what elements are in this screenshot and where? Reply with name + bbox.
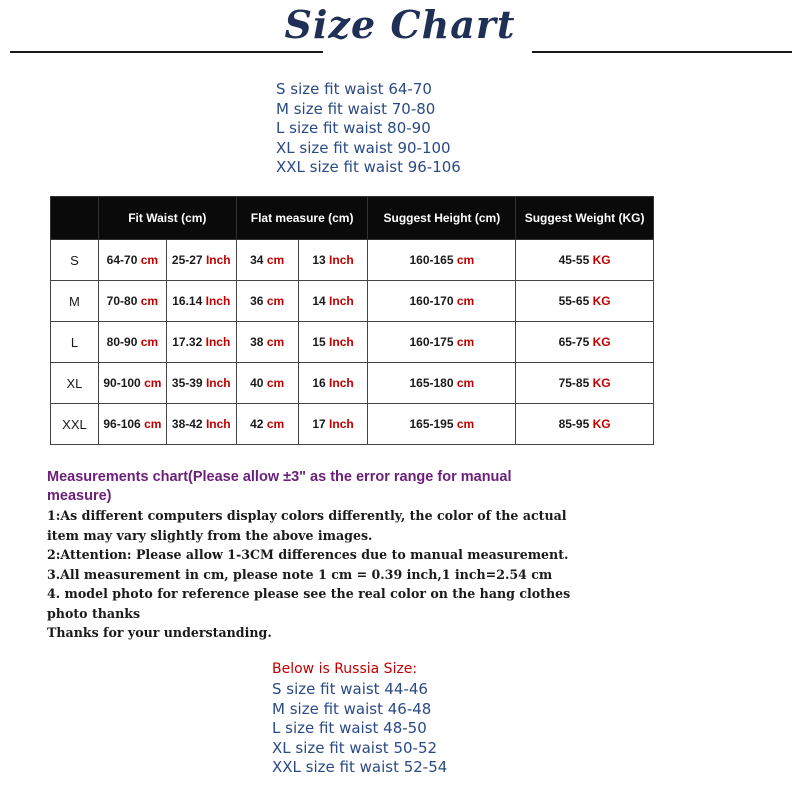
header-fit-waist: Fit Waist (cm): [98, 197, 236, 240]
cell-fit-waist-inch-unit: Inch: [205, 335, 231, 349]
cell-suggest-weight: [516, 404, 654, 445]
cell-fit-waist-cm: [98, 240, 166, 281]
cell-fit-waist-cm-unit: cm: [140, 294, 159, 308]
table-row: [51, 240, 654, 281]
note-line: Thanks for your understanding.: [47, 625, 272, 640]
cell-flat-measure-cm-unit: cm: [266, 294, 285, 308]
cell-suggest-height: [368, 322, 516, 363]
cell-flat-measure-cm: [236, 404, 298, 445]
cell-suggest-weight-value: 55-65: [558, 294, 590, 308]
fit-item-s: S size fit waist 64-70: [276, 80, 432, 98]
fit-item-xl: XL size fit waist 90-100: [276, 138, 451, 157]
title-divider-right: [532, 51, 792, 53]
cell-suggest-weight-unit: KG: [592, 294, 611, 308]
cell-flat-measure-inch-unit: Inch: [329, 335, 354, 349]
cell-suggest-height-unit: cm: [456, 335, 475, 349]
cell-flat-measure-cm: [236, 363, 298, 404]
cell-suggest-height: [368, 404, 516, 445]
cell-suggest-weight: [516, 363, 654, 404]
notes-heading-line: Measurements chart(Please allow ±3" as the error range for manual: [47, 469, 512, 485]
cell-fit-waist-cm-value: 80-90: [106, 335, 138, 349]
cell-fit-waist-inch-unit: Inch: [205, 294, 231, 308]
header-flat-measure: Flat measure (cm): [236, 197, 368, 240]
notes-heading: [47, 468, 607, 506]
cell-suggest-weight: [516, 281, 654, 322]
cell-fit-waist-cm: [98, 281, 166, 322]
cell-suggest-weight-unit: KG: [592, 417, 611, 431]
cell-suggest-height-value: 160-175: [409, 335, 454, 349]
cell-flat-measure-cm-value: 34: [250, 253, 264, 267]
cell-suggest-height-value: 165-180: [409, 376, 454, 390]
cell-size: [51, 363, 99, 404]
cell-flat-measure-cm-value: 42: [250, 417, 264, 431]
russia-size-section: [272, 659, 447, 778]
note-line: 2:Attention: Please allow 1-3CM differences due to manual measurement.: [47, 547, 569, 562]
cell-suggest-height: [368, 363, 516, 404]
cell-fit-waist-inch: [166, 281, 236, 322]
cell-flat-measure-inch-unit: Inch: [329, 417, 354, 431]
cell-flat-measure-cm-unit: cm: [266, 253, 285, 267]
cell-suggest-weight-unit: KG: [592, 253, 611, 267]
cell-suggest-height-value: 160-165: [409, 253, 454, 267]
cell-suggest-height-unit: cm: [456, 253, 475, 267]
fit-waist-list: [276, 80, 461, 178]
cell-flat-measure-inch: [298, 404, 368, 445]
cell-flat-measure-inch-unit: Inch: [329, 376, 354, 390]
fit-item-xxl: XXL size fit waist 96-106: [276, 158, 461, 176]
cell-flat-measure-inch-value: 16: [312, 376, 326, 390]
cell-suggest-height-unit: cm: [456, 417, 475, 431]
cell-flat-measure-cm-value: 40: [250, 376, 264, 390]
cell-flat-measure-inch-value: 13: [312, 253, 326, 267]
russia-item-xl: XL size fit waist 50-52: [272, 738, 438, 757]
cell-flat-measure-inch-value: 17: [312, 417, 326, 431]
cell-suggest-weight-value: 45-55: [558, 253, 590, 267]
table-row: [51, 404, 654, 445]
cell-flat-measure-cm-unit: cm: [266, 376, 285, 390]
cell-flat-measure-inch-unit: Inch: [329, 294, 354, 308]
cell-flat-measure-inch-value: 15: [312, 335, 326, 349]
cell-fit-waist-cm-value: 70-80: [106, 294, 138, 308]
cell-fit-waist-inch-unit: Inch: [205, 417, 231, 431]
cell-suggest-weight-unit: KG: [592, 376, 611, 390]
cell-flat-measure-cm: [236, 281, 298, 322]
note-line: 3.All measurement in cm, please note 1 cm = 0.39 inch,1 inch=2.54 cm: [47, 566, 553, 582]
size-table: [50, 196, 654, 445]
note-line: item may vary slightly from the above images.: [47, 527, 373, 543]
cell-size-value: XL: [66, 375, 83, 391]
russia-size-list: [272, 680, 447, 778]
cell-fit-waist-inch: [166, 363, 236, 404]
table-row: [51, 363, 654, 404]
cell-fit-waist-inch-value: 38-42: [171, 417, 203, 431]
cell-fit-waist-inch-value: 16.14: [172, 294, 203, 308]
cell-size: [51, 322, 99, 363]
cell-suggest-weight-value: 85-95: [558, 417, 590, 431]
notes-heading-line: measure): [47, 488, 112, 504]
cell-size: [51, 404, 99, 445]
table-row: [51, 281, 654, 322]
cell-size-value: XXL: [62, 416, 87, 432]
cell-suggest-weight: [516, 240, 654, 281]
cell-fit-waist-inch-unit: Inch: [205, 376, 231, 390]
cell-fit-waist-cm-unit: cm: [144, 376, 162, 390]
cell-suggest-height-value: 160-170: [409, 294, 454, 308]
title-divider-left: [10, 51, 323, 53]
note-line: 1:As different computers display colors differently, the color of the actual: [47, 508, 567, 523]
cell-size: [51, 240, 99, 281]
cell-suggest-height: [368, 240, 516, 281]
cell-flat-measure-cm-unit: cm: [266, 417, 285, 431]
cell-size-value: M: [69, 293, 80, 309]
fit-item-m: M size fit waist 70-80: [276, 99, 436, 118]
cell-suggest-weight: [516, 322, 654, 363]
russia-item-xxl: XXL size fit waist 52-54: [272, 758, 448, 777]
cell-flat-measure-cm: [236, 322, 298, 363]
cell-flat-measure-inch: [298, 240, 368, 281]
cell-fit-waist-cm: [98, 404, 166, 445]
russia-item-m: M size fit waist 46-48: [272, 699, 432, 718]
cell-fit-waist-inch: [166, 322, 236, 363]
cell-flat-measure-cm-unit: cm: [266, 335, 285, 349]
cell-flat-measure-inch: [298, 363, 368, 404]
measurement-notes: [47, 468, 607, 643]
cell-fit-waist-cm-unit: cm: [140, 253, 159, 267]
cell-fit-waist-cm-unit: cm: [140, 335, 159, 349]
cell-fit-waist-cm-value: 64-70: [106, 253, 138, 267]
russia-item-s: S size fit waist 44-46: [272, 680, 428, 698]
cell-fit-waist-cm: [98, 363, 166, 404]
header-suggest-weight: Suggest Weight (KG): [516, 197, 654, 240]
table-header-row: [51, 197, 654, 240]
cell-suggest-height: [368, 281, 516, 322]
cell-suggest-height-unit: cm: [456, 376, 475, 390]
note-line: 4. model photo for reference please see the real color on the hang clothes: [47, 586, 571, 601]
cell-flat-measure-inch-unit: Inch: [329, 253, 354, 267]
cell-flat-measure-inch: [298, 322, 368, 363]
cell-size: [51, 281, 99, 322]
cell-size-value: L: [70, 334, 79, 350]
cell-suggest-height-value: 165-195: [409, 417, 454, 431]
russia-size-heading: Below is Russia Size:: [272, 661, 418, 677]
fit-item-l: L size fit waist 80-90: [276, 119, 431, 137]
cell-fit-waist-inch: [166, 240, 236, 281]
cell-fit-waist-inch-value: 17.32: [172, 335, 203, 349]
cell-size-value: S: [70, 252, 79, 268]
cell-flat-measure-cm-value: 36: [250, 294, 264, 308]
table-row: [51, 322, 654, 363]
cell-fit-waist-inch-value: 25-27: [171, 253, 203, 267]
cell-fit-waist-inch-unit: Inch: [205, 253, 231, 267]
cell-suggest-weight-value: 65-75: [558, 335, 590, 349]
note-line: photo thanks: [47, 605, 141, 621]
cell-fit-waist-inch-value: 35-39: [171, 376, 203, 390]
header-suggest-height: Suggest Height (cm): [368, 197, 516, 240]
cell-flat-measure-inch-value: 14: [312, 294, 326, 308]
header-size: [51, 197, 99, 240]
cell-fit-waist-cm-value: 90-100: [103, 376, 141, 390]
cell-flat-measure-cm: [236, 240, 298, 281]
cell-fit-waist-cm: [98, 322, 166, 363]
cell-flat-measure-inch: [298, 281, 368, 322]
cell-suggest-weight-unit: KG: [592, 335, 611, 349]
cell-flat-measure-cm-value: 38: [250, 335, 264, 349]
page-title: Size Chart: [284, 2, 516, 47]
cell-fit-waist-cm-unit: cm: [144, 417, 162, 431]
cell-fit-waist-cm-value: 96-106: [103, 417, 141, 431]
cell-fit-waist-inch: [166, 404, 236, 445]
cell-suggest-height-unit: cm: [456, 294, 475, 308]
russia-item-l: L size fit waist 48-50: [272, 719, 427, 738]
cell-suggest-weight-value: 75-85: [558, 376, 590, 390]
